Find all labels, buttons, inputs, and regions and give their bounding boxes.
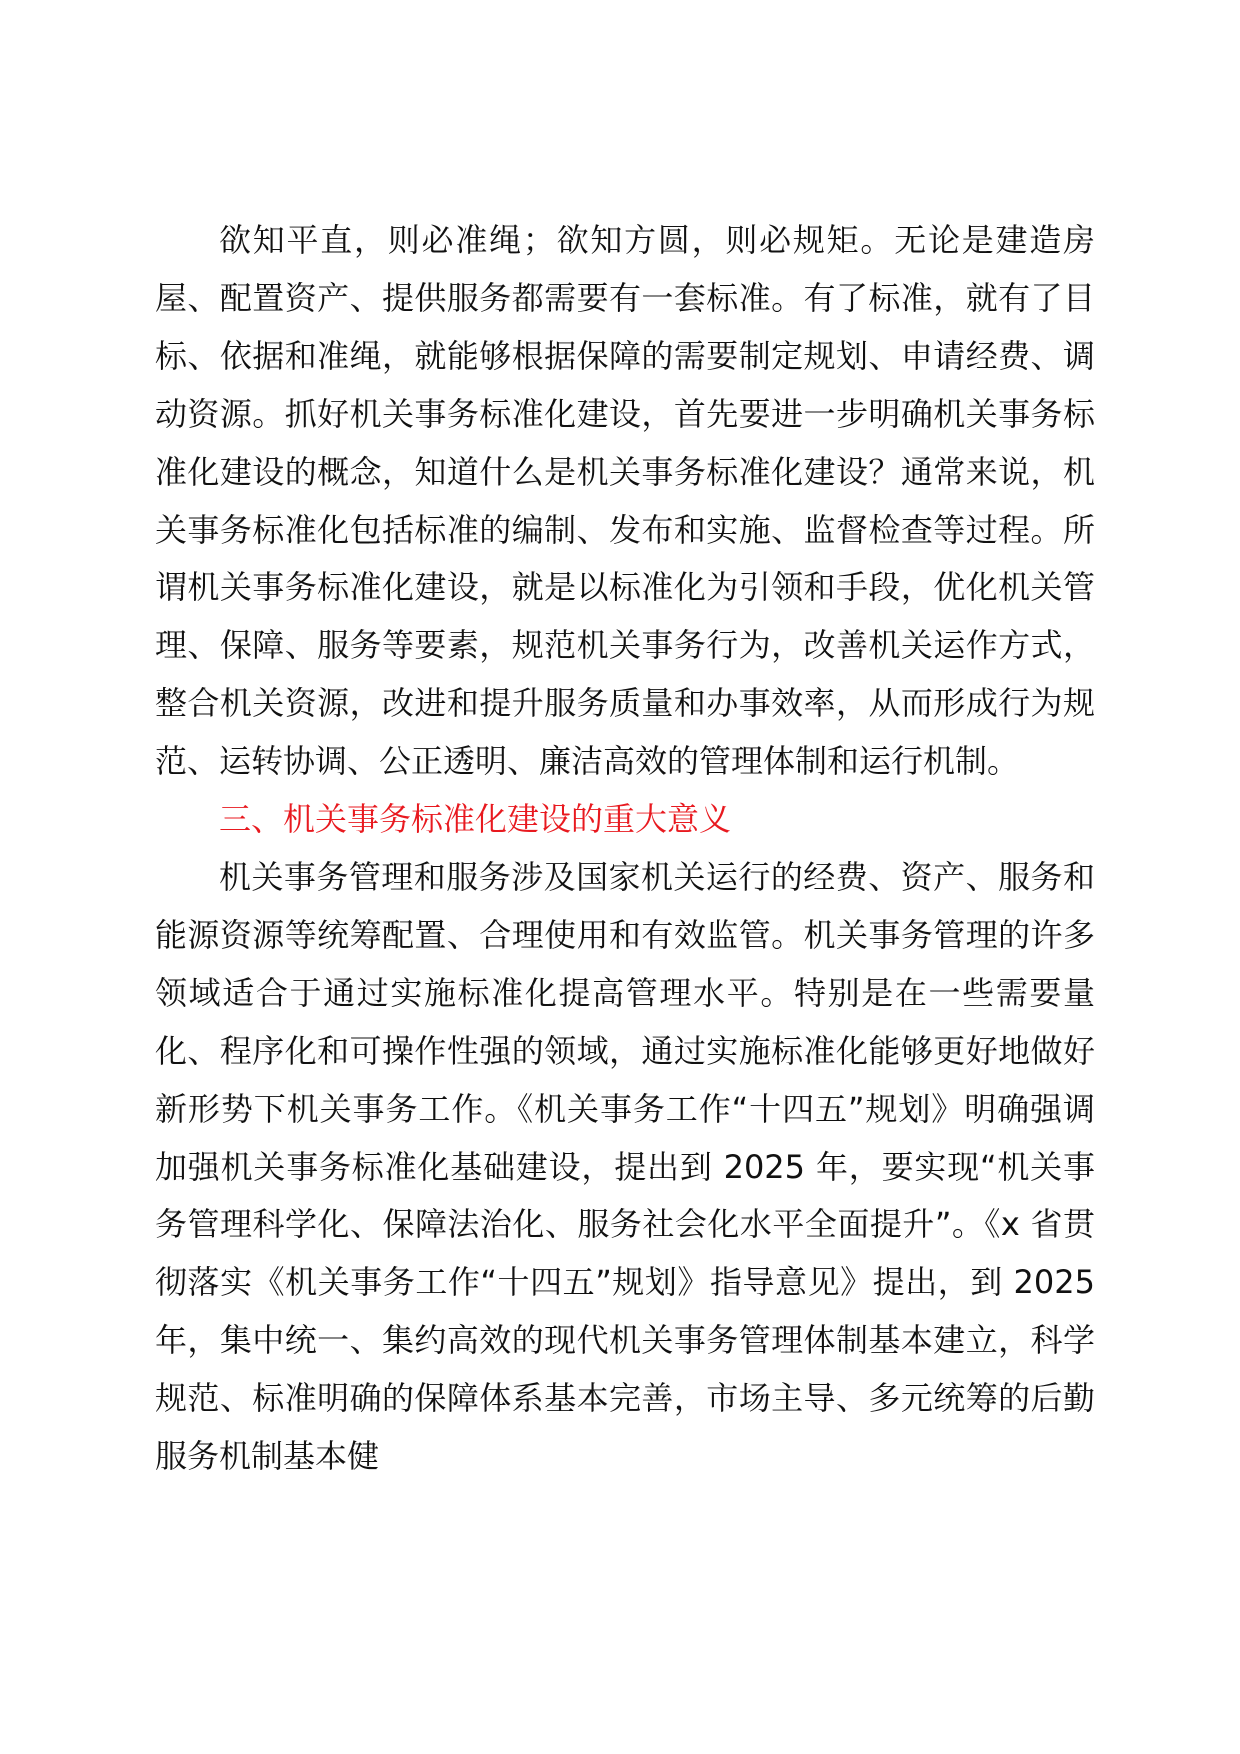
body-paragraph: 欲知平直，则必准绳；欲知方圆，则必规矩。无论是建造房屋、配置资产、提供服务都需要有一套标准。有了标准，就有了目标、依据和准绳，就能够根据保障的需要制定规划、申请经费、调动资源。抓好机关事务标准化建设，首先要进一步明确机关事务标准化建设的概念，知道什么是机关事务标准化建设？通常来说，机关事务标准化包括标准的编制、发布和实施、监督检查等过程。所谓机关事务标准化建设，就是以标准化为引领和手段，优化机关管理、保障、服务等要素，规范机关事务行为，改善机关运作方式，整合机关资源，改进和提升服务质量和办事效率，从而形成行为规范、运转协调、公正透明、廉洁高效的管理体制和运行机制。: [155, 221, 1095, 781]
body-paragraph: 机关事务管理和服务涉及国家机关运行的经费、资产、服务和能源资源等统筹配置、合理使用和有效监管。机关事务管理的许多领域适合于通过实施标准化提高管理水平。特别是在一些需要量化、程序化和可操作性强的领域，通过实施标准化能够更好地做好新形势下机关事务工作。《机关事务工作“十四五”规划》明确强调加强机关事务标准化基础建设，提出到 2025 年，要实现“机关事务管理科学化、保障法治化、服务社会化水平全面提升”。《x 省贯彻落实《机关事务工作“十四五”规划》指导意见》提出，到 2025 年，集中统一、集约高效的现代机关事务管理体制基本建立，科学规范、标准明确的保障体系基本完善，市场主导、多元统筹的后勤服务机制基本健: [155, 857, 1095, 1476]
section-heading: 三、机关事务标准化建设的重大意义: [219, 800, 732, 839]
document-body: [155, 212, 1095, 1486]
